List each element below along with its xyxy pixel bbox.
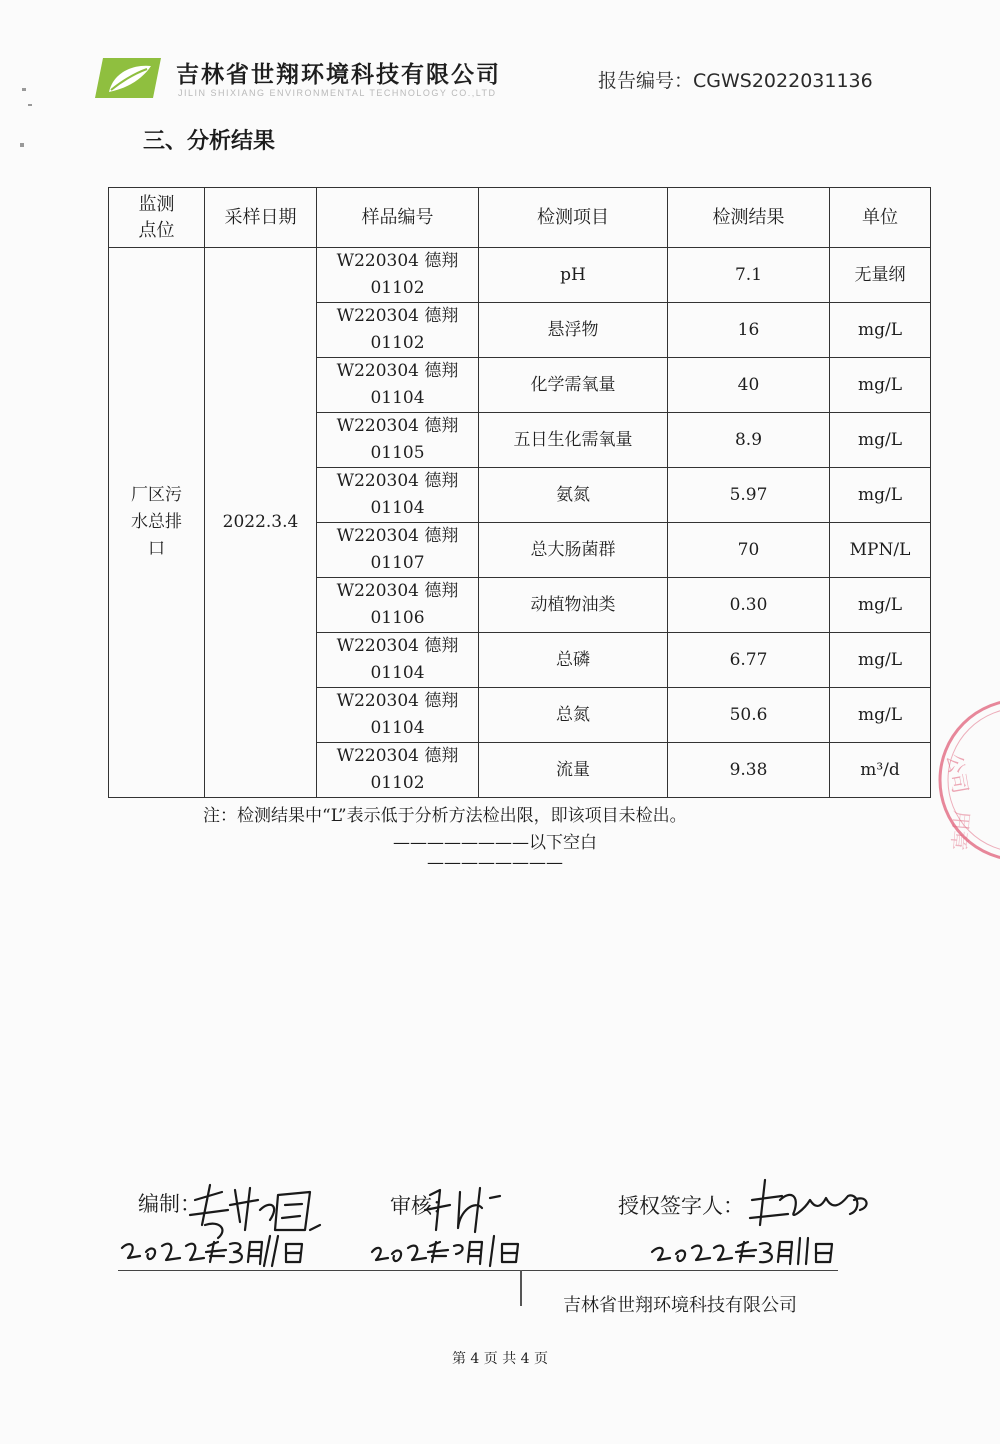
table-note: 注：检测结果中“L”表示低于分析方法检出限，即该项目未检出。 [203,806,687,826]
item-cell: 悬浮物 [479,303,668,358]
report-number: 报告编号：CGWS2022031136 [598,70,873,92]
header-result: 检测结果 [668,188,830,248]
unit-cell: mg/L [830,413,931,468]
result-cell: 9.38 [668,743,830,798]
unit-cell: mg/L [830,303,931,358]
authorized-signatory-label: 授权签字人： [618,1194,744,1218]
company-name: 吉林省世翔环境科技有限公司 [176,62,501,88]
company-name-english: JILIN SHIXIANG ENVIRONMENTAL TECHNOLOGY CO.,LTD [178,88,497,98]
sample-cell: W220304 德翔 01102 [317,248,479,303]
header-date: 采样日期 [205,188,317,248]
header-item: 检测项目 [479,188,668,248]
svg-text:公司: 公司 [942,751,973,796]
unit-cell: mg/L [830,688,931,743]
sample-cell: W220304 德翔 01102 [317,743,479,798]
signature-underline [118,1270,838,1271]
result-cell: 7.1 [668,248,830,303]
table-header-row [109,188,931,248]
item-cell: 流量 [479,743,668,798]
sample-cell: W220304 德翔 01105 [317,413,479,468]
date-cell: 2022.3.4 [205,248,317,798]
scan-mark [22,88,26,91]
unit-cell: MPN/L [830,523,931,578]
svg-text:用章: 用章 [946,809,974,852]
scan-mark [28,104,32,106]
unit-cell: mg/L [830,358,931,413]
reviewed-by-label: 审核： [390,1194,453,1218]
header-site [109,188,205,248]
section-title: 三、分析结果 [143,129,276,154]
result-cell: 8.9 [668,413,830,468]
item-cell: pH [479,248,668,303]
unit-cell: mg/L [830,578,931,633]
blank-marker: ————————以下空白———————— [393,833,597,873]
item-cell: 化学需氧量 [479,358,668,413]
result-cell: 6.77 [668,633,830,688]
header-site-text: 监测 点位 [138,193,175,241]
item-cell: 氨氮 [479,468,668,523]
page-number: 第 4 页 共 4 页 [451,1351,549,1367]
header-unit: 单位 [830,188,931,248]
sample-cell: W220304 德翔 01104 [317,688,479,743]
result-cell: 40 [668,358,830,413]
handwritten-signatures [110,1170,890,1280]
official-stamp [925,695,1000,865]
item-cell: 五日生化需氧量 [479,413,668,468]
sample-cell: W220304 德翔 01106 [317,578,479,633]
item-cell: 总大肠菌群 [479,523,668,578]
unit-cell: m³/d [830,743,931,798]
site-cell [109,248,205,798]
sample-cell: W220304 德翔 01104 [317,468,479,523]
header-sample: 样品编号 [317,188,479,248]
unit-cell: 无量纲 [830,248,931,303]
scan-mark [20,143,24,147]
result-cell: 50.6 [668,688,830,743]
sample-cell: W220304 德翔 01104 [317,358,479,413]
prepared-by-label: 编制： [138,1192,201,1216]
review-stroke [520,1270,522,1306]
unit-cell: mg/L [830,468,931,523]
item-cell: 动植物油类 [479,578,668,633]
company-logo [95,54,165,102]
blank-marker-text: 以下空白 [529,833,597,853]
results-table [108,187,931,798]
unit-cell: mg/L [830,633,931,688]
item-cell: 总氮 [479,688,668,743]
result-cell: 5.97 [668,468,830,523]
table-row [109,248,931,303]
result-cell: 70 [668,523,830,578]
result-cell: 16 [668,303,830,358]
sample-cell: W220304 德翔 01107 [317,523,479,578]
item-cell: 总磷 [479,633,668,688]
sample-cell: W220304 德翔 01104 [317,633,479,688]
site-text: 厂区污 水总排 口 [131,485,182,559]
footer-company-name: 吉林省世翔环境科技有限公司 [563,1295,797,1316]
result-cell: 0.30 [668,578,830,633]
sample-cell: W220304 德翔 01102 [317,303,479,358]
